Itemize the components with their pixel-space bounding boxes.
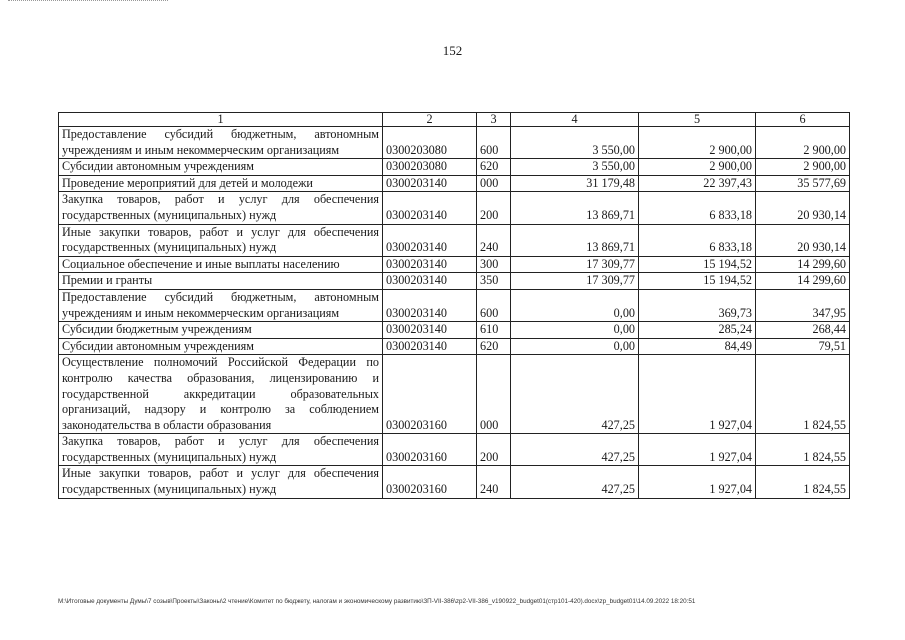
page-number: 152: [442, 43, 463, 58]
row-amount-col5-cell: 22 397,43: [639, 175, 756, 192]
document-file-path: M:\Итоговые документы Думы\7 созыв\Проекты\Законы\2 чтение\Комитет по бюджету, налогам и экономическому развитию\ЗП-VII-386\zp2-VII-386_v190922_budget01(стр101-420).docx\zp_budget01\14.09.2022 18:20:51: [58, 598, 696, 605]
header-cell-5: 5: [639, 113, 756, 127]
row-code-cell: 0300203140: [383, 338, 477, 355]
row-name-cell: Социальное обеспечение и иные выплаты населению: [59, 256, 383, 273]
row-amount-col5-cell: 6 833,18: [639, 192, 756, 224]
row-amount-col4-cell: 3 550,00: [511, 159, 639, 176]
row-expense-type-cell: 240: [477, 466, 511, 498]
header-cell-2: 2: [383, 113, 477, 127]
row-amount-col6-cell: 2 900,00: [756, 159, 850, 176]
row-expense-type-cell: 000: [477, 355, 511, 434]
row-code-cell: 0300203140: [383, 289, 477, 321]
row-amount-col4-cell: 13 869,71: [511, 192, 639, 224]
row-amount-col6-cell: 268,44: [756, 322, 850, 339]
row-name-cell: Премии и гранты: [59, 273, 383, 290]
row-amount-col6-cell: 1 824,55: [756, 355, 850, 434]
row-name-cell: Закупка товаров, работ и услуг для обеспечения государственных (муниципальных) нужд: [59, 192, 383, 224]
table-row: [59, 127, 850, 159]
row-code-cell: 0300203160: [383, 434, 477, 466]
row-amount-col6-cell: 347,95: [756, 289, 850, 321]
row-name-cell: Иные закупки товаров, работ и услуг для обеспечения государственных (муниципальных) нужд: [59, 466, 383, 498]
row-amount-col5-cell: 1 927,04: [639, 355, 756, 434]
header-cell-1: 1: [59, 113, 383, 127]
row-amount-col6-cell: 20 930,14: [756, 224, 850, 256]
table-row: [59, 159, 850, 176]
row-name-cell: Субсидии автономным учреждениям: [59, 159, 383, 176]
row-code-cell: 0300203140: [383, 256, 477, 273]
row-amount-col4-cell: 17 309,77: [511, 256, 639, 273]
row-amount-col4-cell: 0,00: [511, 338, 639, 355]
row-name-cell: Предоставление субсидий бюджетным, автономным учреждениям и иным некоммерческим организациям: [59, 289, 383, 321]
table-row: [59, 466, 850, 498]
header-cell-3: 3: [477, 113, 511, 127]
row-code-cell: 0300203160: [383, 466, 477, 498]
row-name-cell: Иные закупки товаров, работ и услуг для обеспечения государственных (муниципальных) нужд: [59, 224, 383, 256]
row-expense-type-cell: 300: [477, 256, 511, 273]
row-amount-col6-cell: 79,51: [756, 338, 850, 355]
row-amount-col6-cell: 20 930,14: [756, 192, 850, 224]
row-expense-type-cell: 350: [477, 273, 511, 290]
row-code-cell: 0300203140: [383, 322, 477, 339]
row-amount-col5-cell: 1 927,04: [639, 466, 756, 498]
table-row: [59, 192, 850, 224]
row-amount-col6-cell: 1 824,55: [756, 466, 850, 498]
row-amount-col4-cell: 427,25: [511, 355, 639, 434]
header-cell-4: 4: [511, 113, 639, 127]
row-amount-col5-cell: 84,49: [639, 338, 756, 355]
table-row: [59, 175, 850, 192]
row-code-cell: 0300203140: [383, 273, 477, 290]
header-cell-6: 6: [756, 113, 850, 127]
row-amount-col6-cell: 2 900,00: [756, 127, 850, 159]
row-amount-col4-cell: 427,25: [511, 466, 639, 498]
row-name-cell: Проведение мероприятий для детей и молодежи: [59, 175, 383, 192]
row-amount-col5-cell: 15 194,52: [639, 273, 756, 290]
row-amount-col5-cell: 15 194,52: [639, 256, 756, 273]
row-amount-col4-cell: 31 179,48: [511, 175, 639, 192]
row-amount-col5-cell: 2 900,00: [639, 159, 756, 176]
table-row: [59, 289, 850, 321]
row-amount-col4-cell: 0,00: [511, 289, 639, 321]
row-amount-col6-cell: 14 299,60: [756, 273, 850, 290]
row-expense-type-cell: 600: [477, 289, 511, 321]
row-amount-col4-cell: 13 869,71: [511, 224, 639, 256]
table-row: [59, 338, 850, 355]
row-amount-col6-cell: 35 577,69: [756, 175, 850, 192]
row-amount-col5-cell: 1 927,04: [639, 434, 756, 466]
budget-table: [58, 112, 850, 499]
row-expense-type-cell: 000: [477, 175, 511, 192]
row-code-cell: 0300203160: [383, 355, 477, 434]
row-expense-type-cell: 620: [477, 159, 511, 176]
row-amount-col4-cell: 17 309,77: [511, 273, 639, 290]
row-code-cell: 0300203080: [383, 159, 477, 176]
table-row: [59, 273, 850, 290]
row-expense-type-cell: 600: [477, 127, 511, 159]
row-code-cell: 0300203080: [383, 127, 477, 159]
row-amount-col4-cell: 0,00: [511, 322, 639, 339]
table-row: [59, 434, 850, 466]
row-name-cell: Осуществление полномочий Российской Федерации по контролю качества образования, лицензированию и государственной аккредитации образовательных организаций, надзору и контролю за соблюдением законодательства в области образования: [59, 355, 383, 434]
table-header-row: [59, 113, 850, 127]
row-amount-col6-cell: 1 824,55: [756, 434, 850, 466]
row-expense-type-cell: 620: [477, 338, 511, 355]
row-name-cell: Субсидии бюджетным учреждениям: [59, 322, 383, 339]
row-code-cell: 0300203140: [383, 224, 477, 256]
row-name-cell: Субсидии автономным учреждениям: [59, 338, 383, 355]
row-expense-type-cell: 200: [477, 434, 511, 466]
scan-top-mark: [8, 0, 168, 5]
row-expense-type-cell: 200: [477, 192, 511, 224]
row-code-cell: 0300203140: [383, 192, 477, 224]
row-amount-col5-cell: 6 833,18: [639, 224, 756, 256]
table-row: [59, 224, 850, 256]
row-name-cell: Закупка товаров, работ и услуг для обеспечения государственных (муниципальных) нужд: [59, 434, 383, 466]
table-row: [59, 256, 850, 273]
row-amount-col6-cell: 14 299,60: [756, 256, 850, 273]
row-amount-col4-cell: 3 550,00: [511, 127, 639, 159]
row-code-cell: 0300203140: [383, 175, 477, 192]
row-expense-type-cell: 610: [477, 322, 511, 339]
row-amount-col5-cell: 369,73: [639, 289, 756, 321]
row-amount-col5-cell: 2 900,00: [639, 127, 756, 159]
row-expense-type-cell: 240: [477, 224, 511, 256]
row-amount-col5-cell: 285,24: [639, 322, 756, 339]
row-name-cell: Предоставление субсидий бюджетным, автономным учреждениям и иным некоммерческим организациям: [59, 127, 383, 159]
table-row: [59, 322, 850, 339]
row-amount-col4-cell: 427,25: [511, 434, 639, 466]
table-row: [59, 355, 850, 434]
